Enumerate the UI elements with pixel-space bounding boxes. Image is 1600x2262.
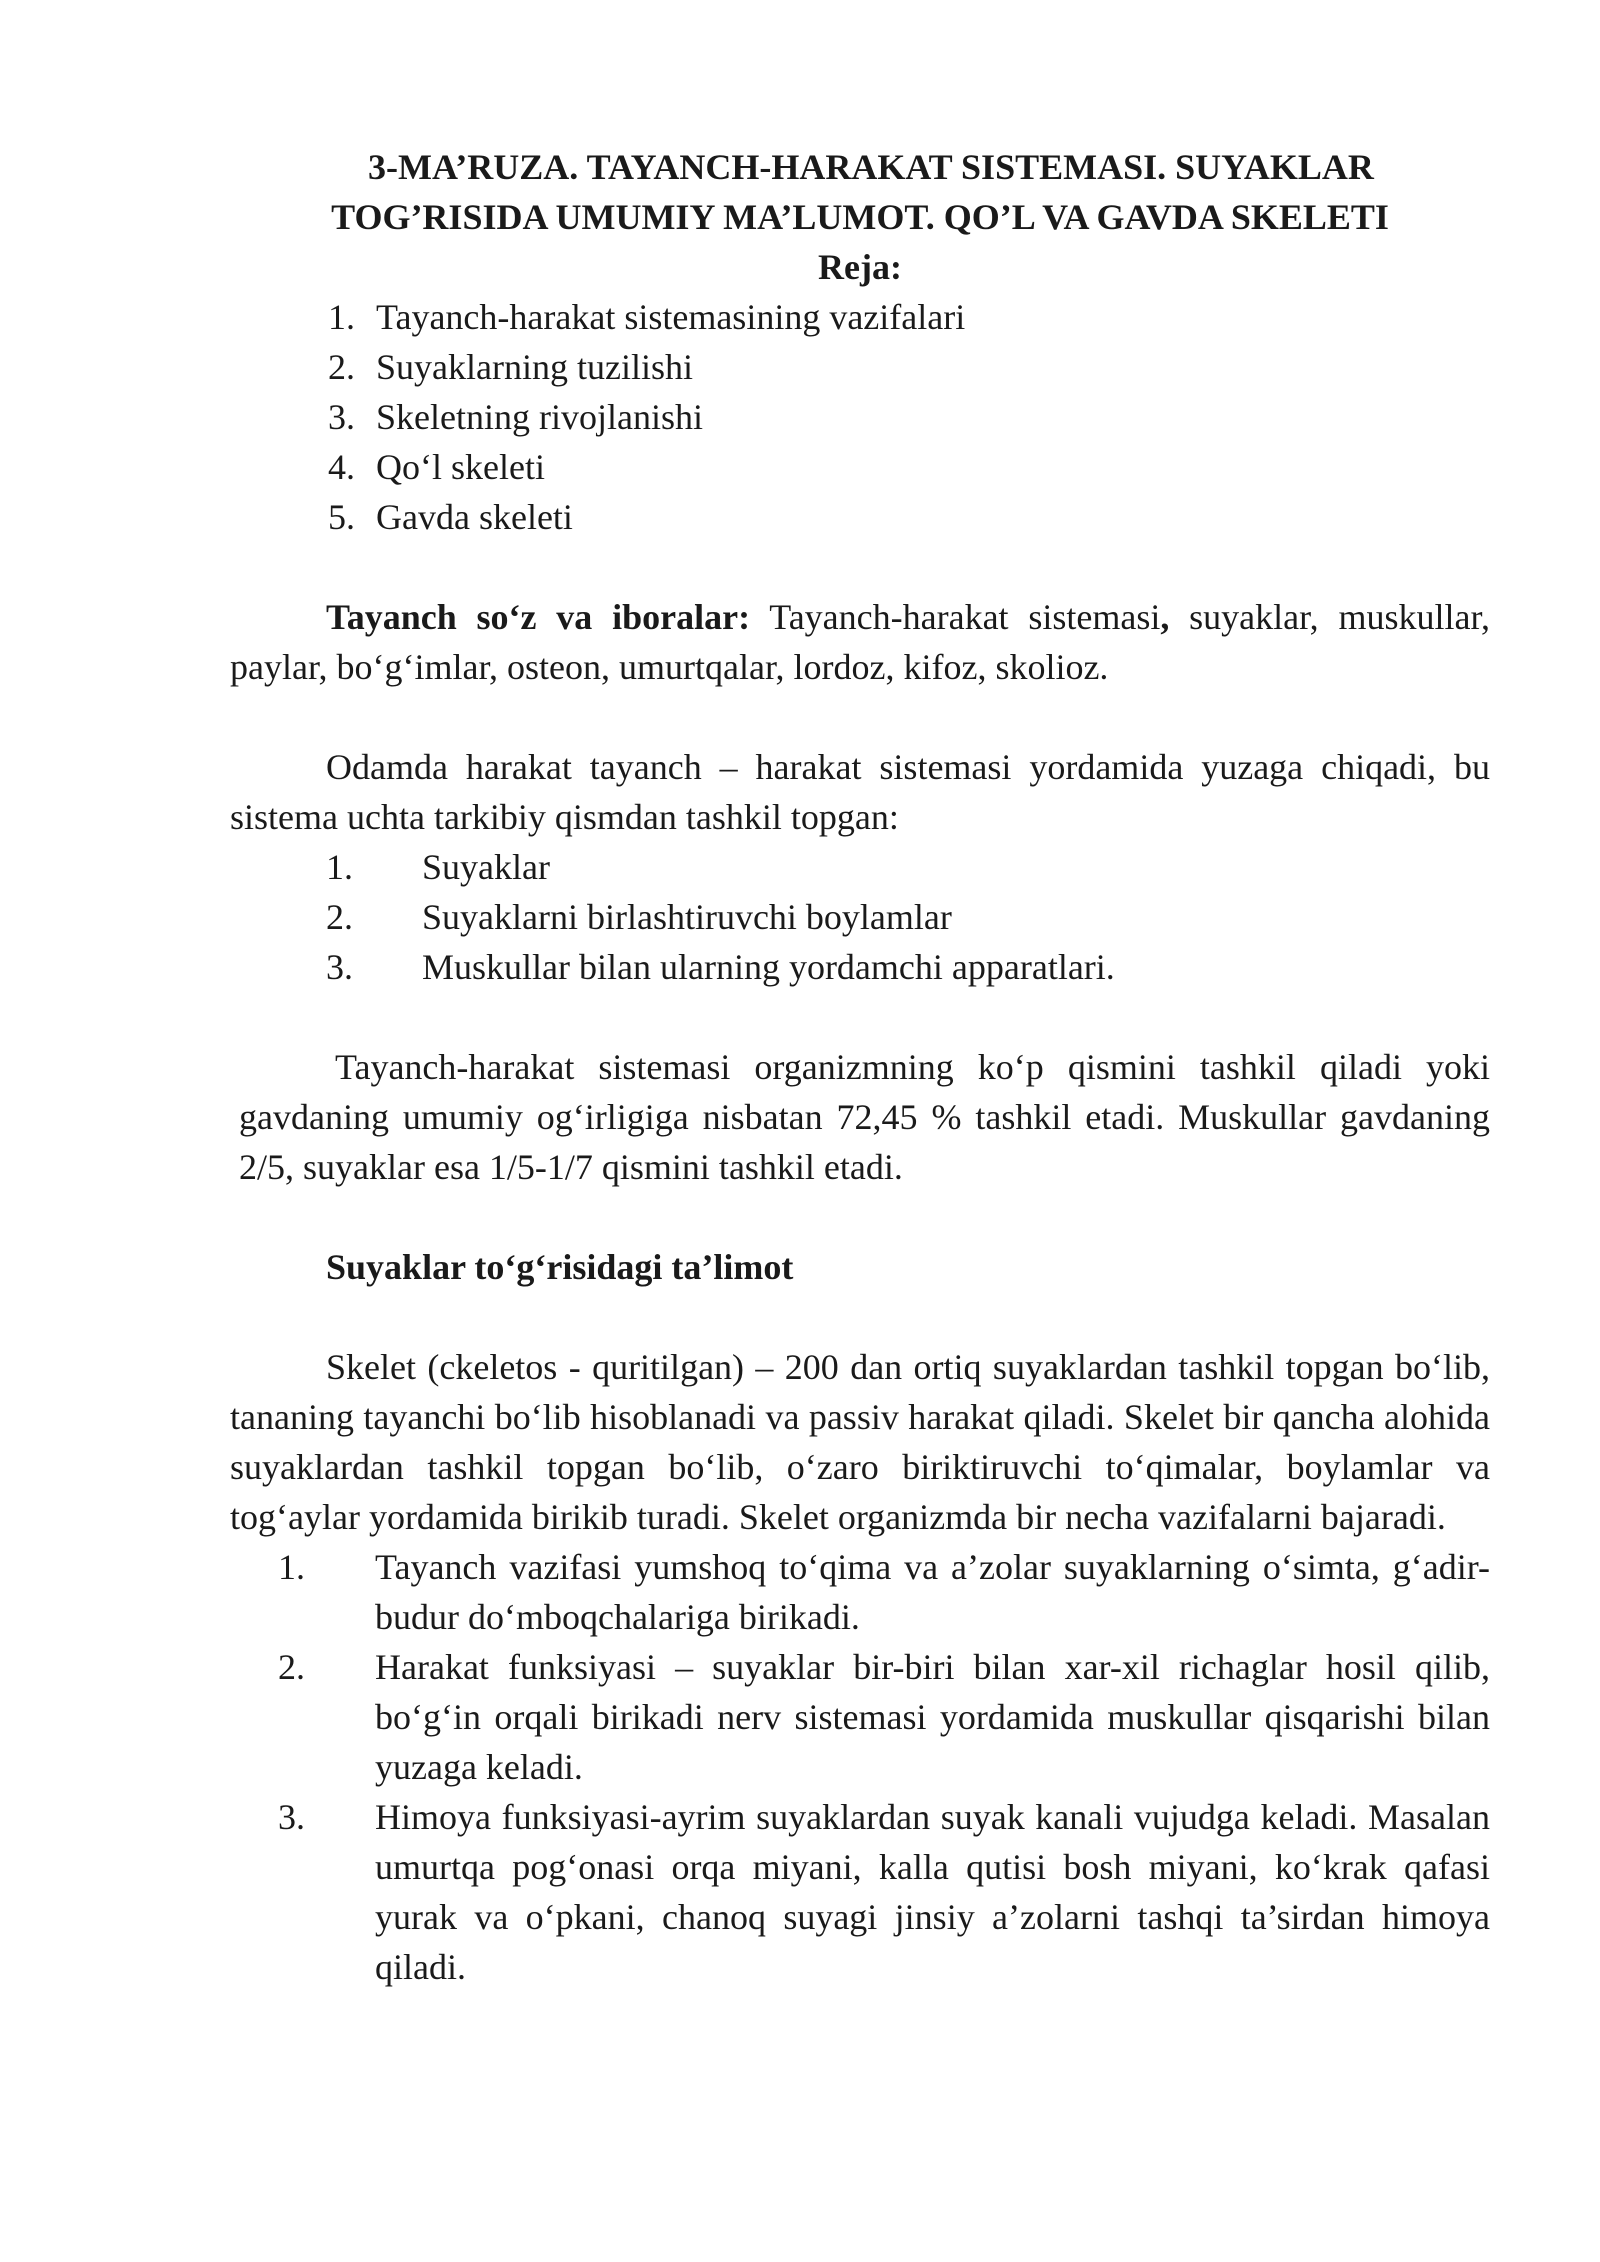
intro-paragraph: Odamda harakat tayanch – harakat sistemasi yordamida yuzaga chiqadi, bu sistema uchta tarkibiy qismdan tashkil topgan: [230,747,1490,837]
skeleton-functions-list [230,1542,1490,1992]
plan-item-text: Suyaklarning tuzilishi [376,347,693,387]
spacer [230,692,1490,742]
system-part-item [326,942,1490,992]
keywords-label: Tayanch so‘z va iboralar: [326,597,751,637]
system-part-item [326,842,1490,892]
skeleton-function-number: 3. [278,1797,305,1837]
title-line-2: TOG’RISIDA UMUMIY MA’LUMOT. QO’L VA GAVDA SKELETI [331,197,1389,237]
keywords-paragraph [230,592,1490,692]
system-part-number: 1. [326,847,353,887]
skeleton-paragraph: Skelet (ckeletos - quritilgan) – 200 dan ortiq suyaklardan tashkil topgan bo‘lib, tananing tayanchi bo‘lib hisoblanadi va passiv harakat qiladi. Skelet bir qancha alohida suyaklardan tashkil topgan bo‘lib, o‘zaro biriktiruvchi to‘qimalar, boylamlar va tog‘aylar yordamida birikib turadi. Skelet organizmda bir necha vazifalarni bajaradi. [230,1347,1490,1537]
skeleton-function-item [230,1542,1490,1642]
keywords-comma: , [1160,597,1170,637]
spacer [230,1192,1490,1242]
plan-item [328,492,1490,542]
keywords-text-b: suyaklar, muskullar, paylar, bo‘g‘imlar, osteon, umurtqalar, lordoz, kifoz, skolioz. [230,597,1490,687]
plan-item-number: 3. [328,397,355,437]
skeleton-function-text: Harakat funksiyasi – suyaklar bir-biri bilan xar-xil richaglar hosil qilib, bo‘g‘in orqali birikadi nerv sistemasi yordamida muskullar qisqarishi bilan yuzaga keladi. [375,1647,1490,1787]
document-page [230,142,1490,1992]
plan-item [328,442,1490,492]
spacer [230,542,1490,592]
plan-item-text: Tayanch-harakat sistemasining vazifalari [376,297,966,337]
plan-item [328,392,1490,442]
plan-label: Reja: [818,247,902,287]
skeleton-function-text: Himoya funksiyasi-ayrim suyaklardan suyak kanali vujudga keladi. Masalan umurtqa pog‘onasi orqa miyani, kalla qutisi bosh miyani, ko‘krak qafasi yurak va o‘pkani, chanoq suyagi jinsiy a’zolarni tashqi ta’sirdan himoya qiladi. [375,1797,1490,1987]
skeleton-function-number: 2. [278,1647,305,1687]
document-title [230,142,1490,242]
plan-item-number: 4. [328,447,355,487]
system-part-text: Muskullar bilan ularning yordamchi apparatlari. [422,947,1115,987]
plan-item [328,292,1490,342]
title-line-1: 3-MA’RUZA. TAYANCH-HARAKAT SISTEMASI. SUYAKLAR [368,147,1374,187]
section-heading: Suyaklar to‘g‘risidagi ta’limot [326,1247,794,1287]
system-part-text: Suyaklar [422,847,550,887]
plan-item-text: Qo‘l skeleti [376,447,545,487]
skeleton-function-number: 1. [278,1547,305,1587]
skeleton-function-item [230,1792,1490,1992]
skeleton-function-text: Tayanch vazifasi yumshoq to‘qima va a’zolar suyaklarning o‘simta, g‘adir-budur do‘mboqchalariga birikadi. [375,1547,1490,1637]
mass-paragraph: Tayanch-harakat sistemasi organizmning ko‘p qismini tashkil qiladi yoki gavdaning umumiy og‘irligiga nisbatan 72,45 % tashkil etadi. Muskullar gavdaning 2/5, suyaklar esa 1/5-1/7 qismini tashkil etadi. [239,1047,1490,1187]
plan-item-number: 2. [328,347,355,387]
system-parts-list [230,842,1490,992]
plan-item-text: Gavda skeleti [376,497,573,537]
plan-item-number: 5. [328,497,355,537]
system-part-text: Suyaklarni birlashtiruvchi boylamlar [422,897,952,937]
spacer [230,1292,1490,1342]
system-part-number: 2. [326,897,353,937]
plan-list [230,292,1490,542]
skeleton-function-item [230,1642,1490,1792]
plan-item [328,342,1490,392]
plan-item-text: Skeletning rivojlanishi [376,397,703,437]
system-part-item [326,892,1490,942]
keywords-text-a: Tayanch-harakat sistemasi [750,597,1161,637]
spacer [230,992,1490,1042]
plan-item-number: 1. [328,297,355,337]
system-part-number: 3. [326,947,353,987]
